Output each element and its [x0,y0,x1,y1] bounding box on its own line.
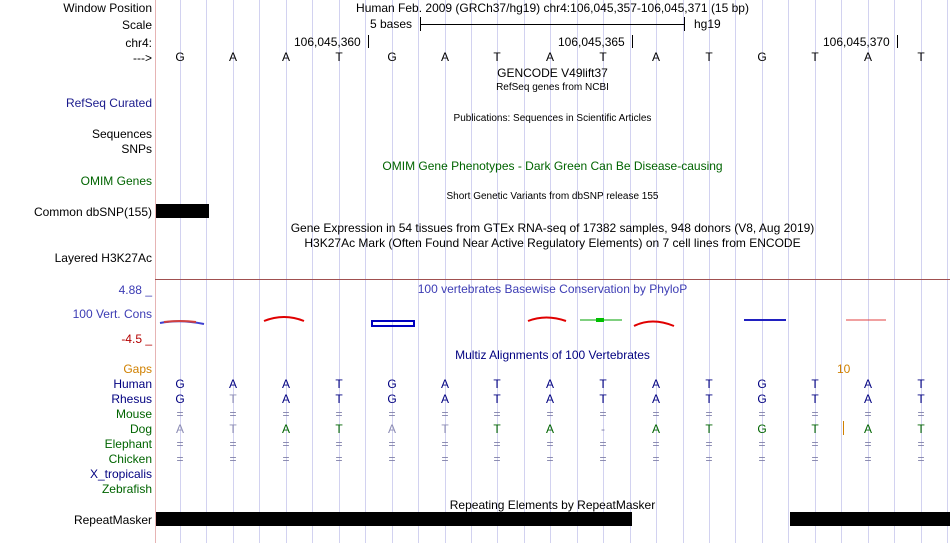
species-label-rhesus[interactable]: Rhesus [111,392,152,406]
species-label-elephant[interactable]: Elephant [104,437,152,451]
position-label-3: 106,045,370 [823,35,890,49]
alignment-base: T [335,377,343,391]
alignment-base: = [335,437,343,451]
species-label-x-tropicalis[interactable]: X_tropicalis [89,467,152,481]
alignment-base: = [282,452,290,466]
alignment-base: = [599,452,607,466]
repeat-element-1[interactable] [156,512,632,526]
alignment-base: - [601,422,605,436]
common-dbsnp-label[interactable]: Common dbSNP(155) [33,205,152,219]
reference-base: T [811,50,819,64]
alignment-base: G [387,377,397,391]
alignment-base: = [917,437,925,451]
alignment-base: = [176,452,184,466]
scale-bar-left-tick [420,17,421,31]
species-label-dog[interactable]: Dog [129,422,152,436]
species-label-chicken[interactable]: Chicken [108,452,152,466]
layered-h3k27ac-label[interactable]: Layered H3K27Ac [54,251,152,265]
alignment-base: = [599,407,607,421]
alignment-base: A [863,392,872,406]
species-label-mouse[interactable]: Mouse [115,407,152,421]
scale-bases-text: 5 bases [370,17,413,31]
alignment-base: = [441,437,449,451]
phylop-track-label[interactable]: 100 Vert. Cons [72,307,152,321]
gtex-track-title[interactable]: Gene Expression in 54 tissues from GTEx RNA-seq of 17382 samples, 948 donors (V8, Aug 2019) [290,221,815,235]
omim-genes-label[interactable]: OMIM Genes [80,174,152,188]
alignment-base: T [493,377,501,391]
alignment-base: A [281,377,290,391]
omim-track-title[interactable]: OMIM Gene Phenotypes - Dark Green Can Be Disease-causing [382,159,723,173]
gap-count-value: 10 [837,362,851,376]
alignment-base: T [705,377,713,391]
alignment-base: = [864,452,872,466]
alignment-base: = [176,437,184,451]
alignment-base: G [175,392,185,406]
position-label-2: 106,045,365 [558,35,625,49]
alignment-base: G [757,422,767,436]
alignment-base: A [281,392,290,406]
alignment-base: T [493,422,501,436]
alignment-base: = [176,407,184,421]
alignment-base: A [651,377,660,391]
alignment-base: = [493,407,501,421]
scale-bar [420,24,684,25]
alignment-base: = [758,437,766,451]
alignment-base: T [917,392,925,406]
alignment-base: = [388,407,396,421]
reference-base: A [440,50,449,64]
gencode-track-title[interactable]: GENCODE V49lift37 [497,66,608,80]
alignment-base: = [652,437,660,451]
reference-base: T [599,50,607,64]
alignment-base: A [440,377,449,391]
alignment-base: = [546,452,554,466]
alignment-base: = [705,407,713,421]
alignment-base: = [229,437,237,451]
reference-base: T [493,50,501,64]
species-label-human[interactable]: Human [113,377,152,391]
sequences-label[interactable]: Sequences [91,127,152,141]
alignment-base: = [441,452,449,466]
alignment-base: = [811,437,819,451]
chrom-label: chr4: [125,36,152,50]
refseq-track-subtitle: RefSeq genes from NCBI [496,82,609,93]
alignment-base: T [335,392,343,406]
alignment-base: = [705,452,713,466]
alignment-base: T [917,422,925,436]
alignment-base: T [441,422,449,436]
alignment-base: A [387,422,396,436]
scale-label: Scale [121,18,152,32]
alignment-base: = [546,437,554,451]
alignment-base: = [335,407,343,421]
alignment-base: = [652,407,660,421]
position-tick-1 [368,35,369,48]
scale-db-text: hg19 [694,17,721,31]
alignment-base: = [229,407,237,421]
alignment-base: = [282,407,290,421]
reference-base: T [917,50,925,64]
position-tick-3 [897,35,898,48]
alignment-base: T [229,392,237,406]
alignment-base: A [863,422,872,436]
repeatmasker-label[interactable]: RepeatMasker [73,513,152,527]
scale-bar-right-tick [684,17,685,31]
gaps-label[interactable]: Gaps [123,362,152,376]
phylop-conservation-plot[interactable] [156,310,950,332]
alignment-base: = [493,452,501,466]
alignment-base: T [917,377,925,391]
alignment-base: = [917,452,925,466]
alignment-base: A [863,377,872,391]
alignment-base: A [651,422,660,436]
alignment-base: A [440,392,449,406]
alignment-base: G [387,392,397,406]
reference-base: A [228,50,237,64]
assembly-position-text: Human Feb. 2009 (GRCh37/hg19) chr4:106,045,357-106,045,371 (15 bp) [356,1,749,15]
repeat-element-2[interactable] [790,512,950,526]
dog-insertion-marker[interactable] [843,421,844,435]
window-position-label: Window Position [63,1,152,15]
reference-base: G [175,50,185,64]
phylop-signal-marks [160,317,886,326]
alignment-base: = [652,452,660,466]
alignment-base: = [493,437,501,451]
reference-base: G [387,50,397,64]
alignment-base: = [546,407,554,421]
alignment-base: T [229,422,237,436]
reference-base: G [757,50,767,64]
snps-label[interactable]: SNPs [121,142,152,156]
alignment-base: T [599,392,607,406]
alignment-base: = [811,407,819,421]
publications-track-title[interactable]: Publications: Sequences in Scientific Articles [453,113,652,124]
reference-base: A [545,50,554,64]
alignment-base: T [599,377,607,391]
alignment-base: A [651,392,660,406]
alignment-base: G [175,377,185,391]
alignment-base: G [757,392,767,406]
h3k27ac-track-title[interactable]: H3K27Ac Mark (Often Found Near Active Regulatory Elements) on 7 cell lines from ENCODE [304,236,801,250]
alignment-base: T [811,422,819,436]
dbsnp-track-title[interactable]: Short Genetic Variants from dbSNP release 155 [446,191,659,202]
reference-base: A [281,50,290,64]
repeatmasker-track-title[interactable]: Repeating Elements by RepeatMasker [449,498,656,512]
alignment-base: = [388,437,396,451]
alignment-base: G [757,377,767,391]
strand-arrow-label[interactable]: ---> [133,51,152,65]
dbsnp-feature[interactable] [156,204,209,218]
phylop-min-label: -4.5 _ [121,332,152,346]
refseq-curated-label[interactable]: RefSeq Curated [65,96,152,110]
alignment-base: = [229,452,237,466]
alignment-base: T [705,422,713,436]
alignment-base: A [228,377,237,391]
reference-base: A [651,50,660,64]
alignment-base: = [388,452,396,466]
alignment-base: A [545,392,554,406]
alignment-base: A [545,422,554,436]
alignment-base: T [705,392,713,406]
alignment-base: = [441,407,449,421]
reference-base: A [863,50,872,64]
alignment-base: T [493,392,501,406]
alignment-base: A [545,377,554,391]
phylop-max-label: 4.88 _ [118,283,152,297]
track-separator [155,279,950,280]
multiz-track-title[interactable]: Multiz Alignments of 100 Vertebrates [455,348,650,362]
alignment-base: A [281,422,290,436]
alignment-base: T [811,392,819,406]
phylop-track-title[interactable]: 100 vertebrates Basewise Conservation by PhyloP [417,282,688,296]
alignment-base: = [917,407,925,421]
alignment-base: = [758,407,766,421]
alignment-base: = [864,407,872,421]
alignment-base: T [335,422,343,436]
alignment-base: = [758,452,766,466]
alignment-base: A [175,422,184,436]
alignment-base: = [599,437,607,451]
reference-base: T [335,50,343,64]
species-label-zebrafish[interactable]: Zebrafish [101,482,152,496]
alignment-base: = [335,452,343,466]
alignment-base: = [705,437,713,451]
position-label-1: 106,045,360 [294,35,361,49]
alignment-base: = [864,437,872,451]
alignment-base: = [811,452,819,466]
alignment-base: = [282,437,290,451]
position-tick-2 [632,35,633,48]
reference-base: T [705,50,713,64]
alignment-base: T [811,377,819,391]
